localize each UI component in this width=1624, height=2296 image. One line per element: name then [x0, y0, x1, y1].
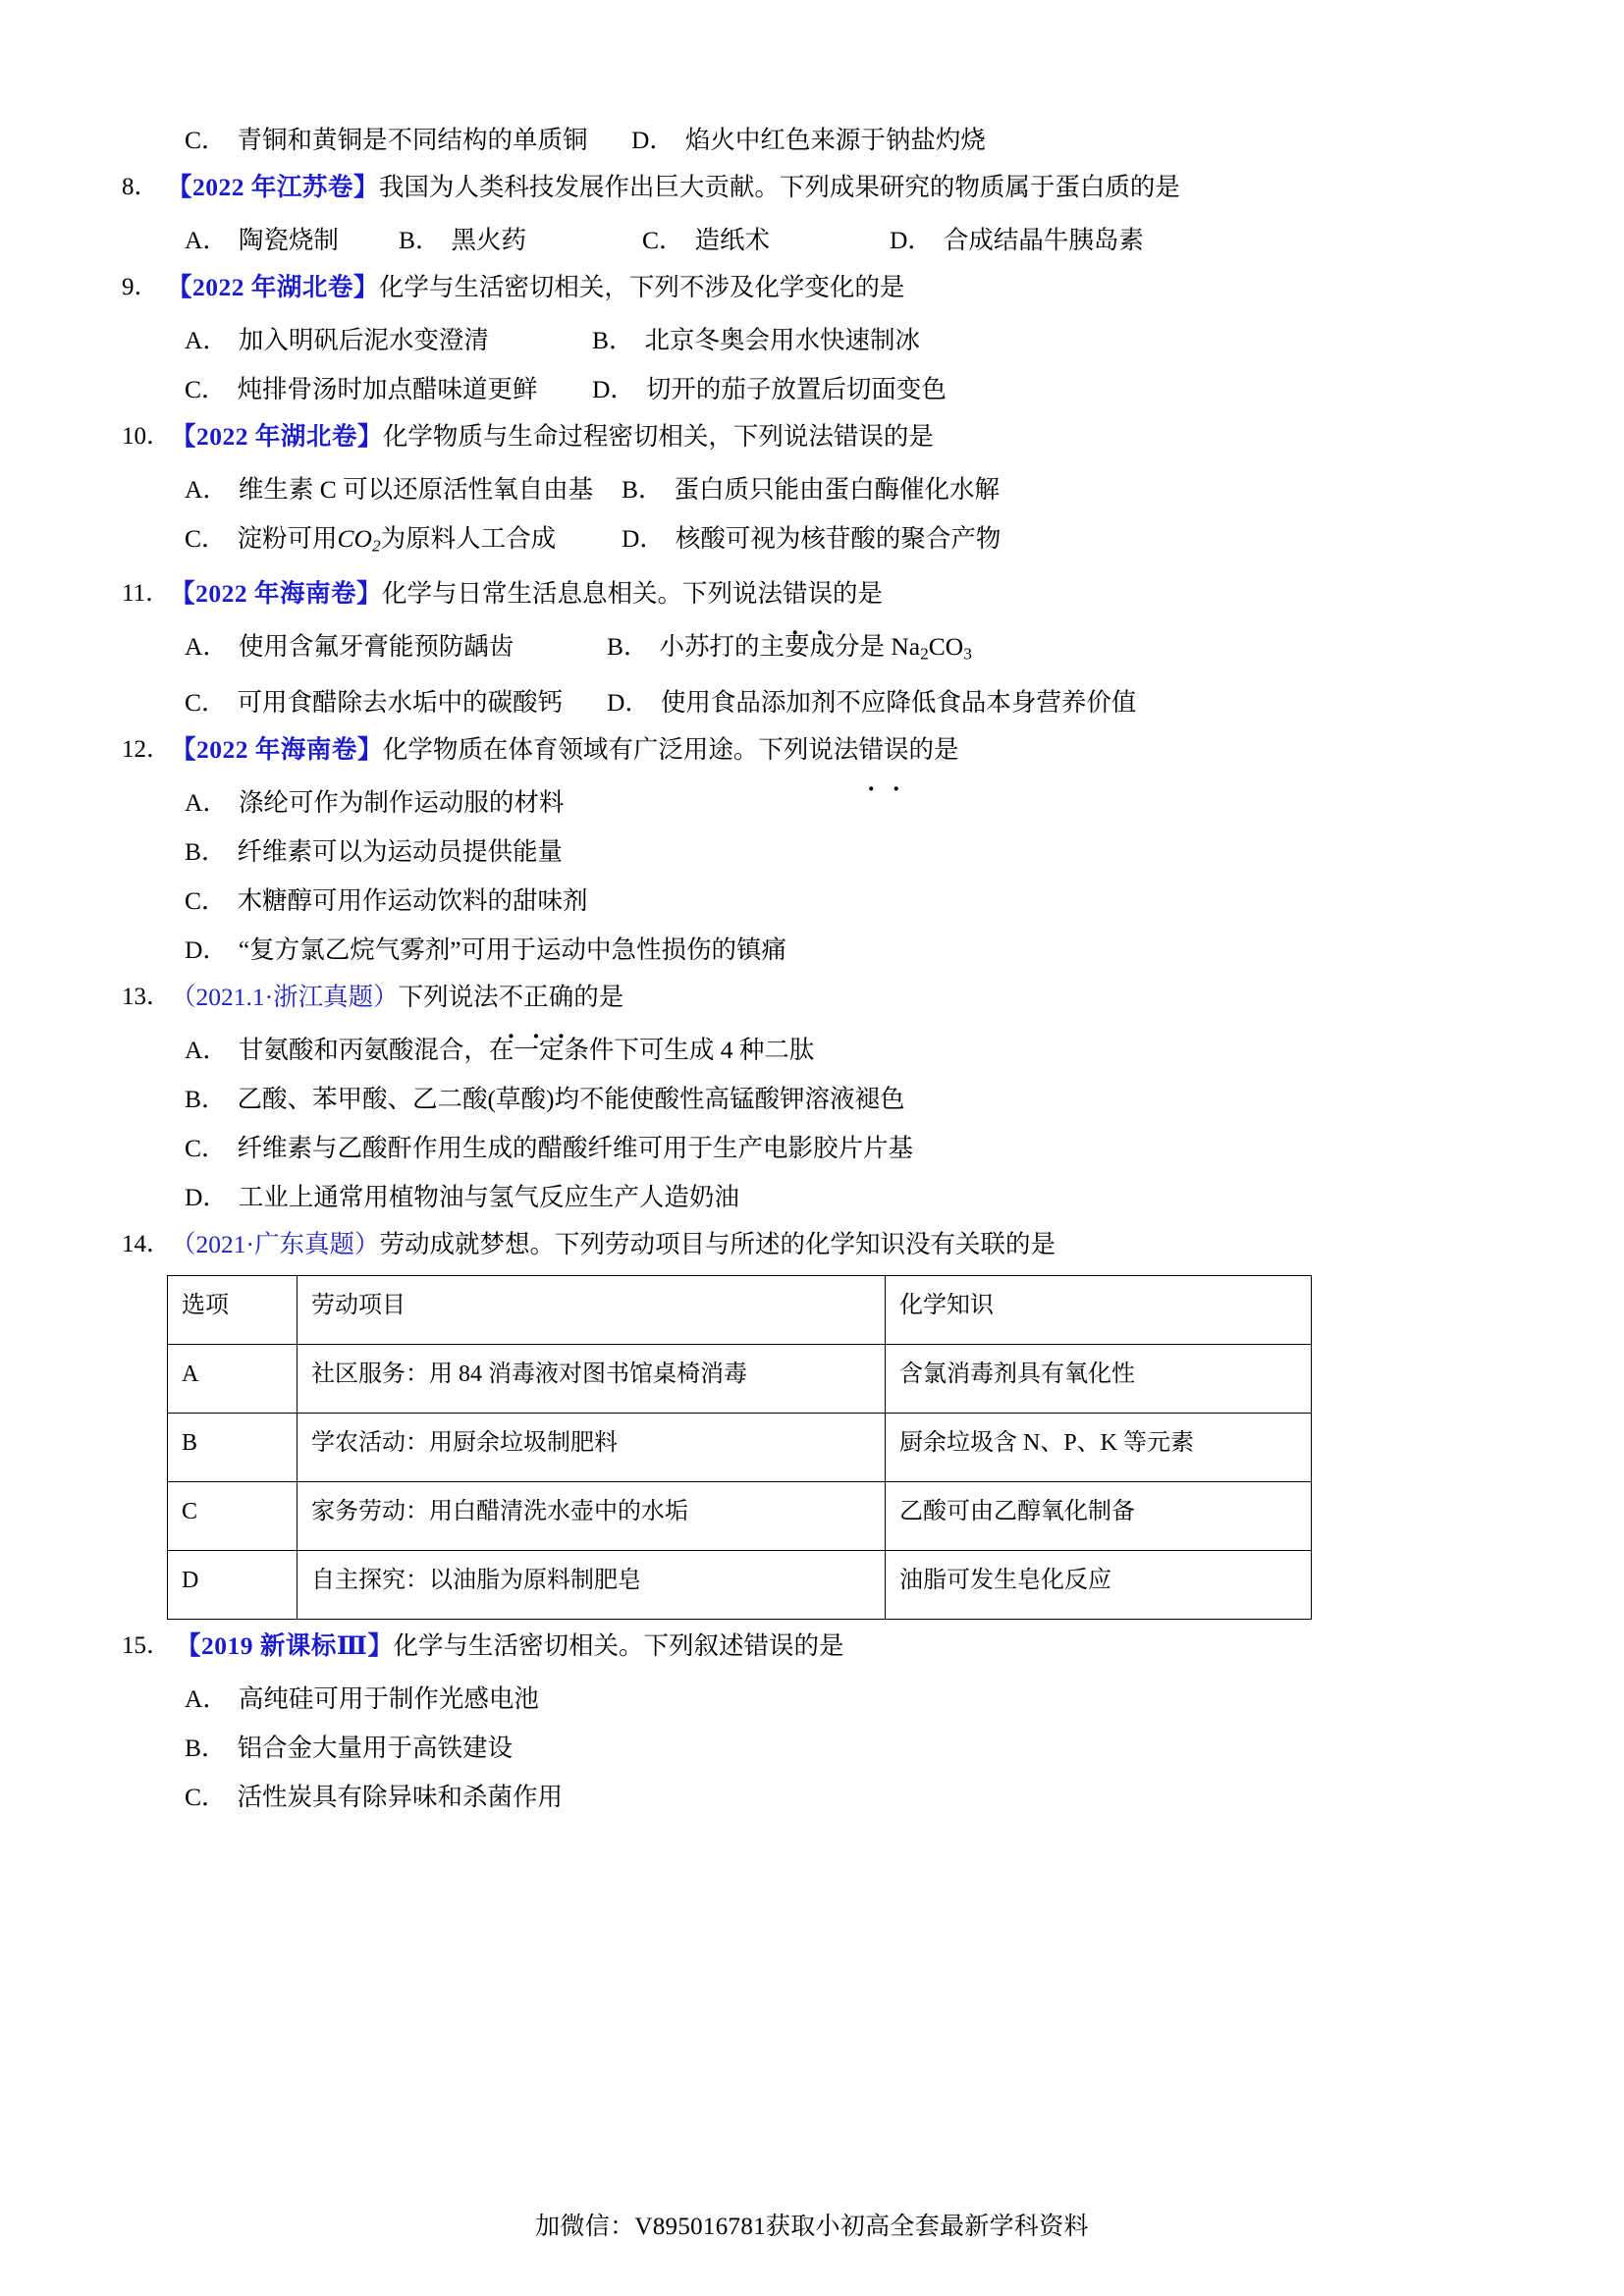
question-body	[167, 265, 1516, 310]
option-label: C．	[185, 524, 227, 553]
option-text: 炖排骨汤时加点醋味道更鲜	[237, 375, 538, 403]
table-cell-project: 学农活动：用厨余垃圾制肥料	[298, 1414, 886, 1482]
question-15-options	[122, 1675, 1516, 1822]
emphasis-char: 正	[523, 983, 549, 1011]
option-text: 铝合金大量用于高铁建设	[237, 1734, 514, 1762]
option-label: C．	[185, 1134, 227, 1162]
question-stem: 我国为人类科技发展作出巨大贡献。下列成果研究的物质属于蛋白质的是	[378, 173, 1180, 201]
option-row	[122, 1675, 1516, 1724]
option-text: 切开的茄子放置后切面变色	[645, 375, 947, 403]
option-d	[622, 514, 1001, 571]
option-b	[622, 465, 1000, 514]
option-text: 使用食品添加剂不应降低食品本身营养价值	[660, 688, 1137, 717]
table-cell-option: B	[168, 1414, 298, 1482]
question-stem: 化学与生活密切相关，下列不涉及化学变化的是	[378, 273, 905, 301]
emphasis-char: 错	[782, 578, 808, 608]
option-text: 维生素 C 可以还原活性氧自由基	[238, 475, 594, 504]
table-body	[168, 1276, 1312, 1620]
option-b	[185, 1075, 905, 1124]
option-a	[185, 465, 622, 514]
option-text: 淀粉可用$CO_2$为原料人工合成	[237, 524, 557, 556]
option-text: 陶瓷烧制	[238, 226, 339, 254]
question-number: 15．	[122, 1632, 172, 1659]
option-text: 黑火药	[451, 226, 527, 254]
option-label: B．	[399, 226, 441, 254]
question-13-options	[122, 1026, 1516, 1222]
option-label: C．	[185, 126, 227, 154]
option-label: D．	[622, 524, 665, 553]
option-text: 青铜和黄铜是不同结构的单质铜	[237, 126, 588, 154]
table-cell-project: 社区服务：用 84 消毒液对图书馆桌椅消毒	[298, 1345, 886, 1414]
question-stem: 化学与日常生活息息相关。下列说法错误的是	[382, 579, 883, 608]
question-number: 11．	[122, 579, 171, 607]
question-stem: 下列说法不正确的是	[399, 983, 624, 1011]
question-8	[122, 165, 1516, 210]
question-12	[122, 727, 1516, 773]
table-cell-option: C	[168, 1482, 298, 1551]
option-row	[122, 828, 1516, 877]
question-stem: 劳动成就梦想。下列劳动项目与所述的化学知识没有关联的是	[379, 1230, 1056, 1258]
question-body	[167, 165, 1516, 210]
option-text: 甘氨酸和丙氨酸混合，在一定条件下可生成 4 种二肽	[238, 1036, 815, 1064]
option-d	[631, 116, 986, 165]
option-d	[607, 678, 1136, 727]
option-row	[122, 1173, 1516, 1222]
option-label: D．	[185, 1183, 228, 1211]
table-header-cell: 化学知识	[886, 1276, 1312, 1345]
page-footer	[0, 2207, 1624, 2242]
option-row	[122, 365, 1516, 414]
option-label: C．	[185, 1783, 227, 1811]
table-cell-knowledge: 含氯消毒剂具有氧化性	[886, 1345, 1312, 1414]
option-label: C．	[185, 375, 227, 403]
question-13	[122, 975, 1516, 1020]
option-label: A．	[185, 1036, 228, 1064]
option-row	[122, 1075, 1516, 1124]
source-tag: 【2022 年湖北卷】	[171, 422, 383, 451]
source-tag: 【2022 年海南卷】	[170, 578, 382, 608]
option-row	[122, 1124, 1516, 1173]
option-label: A．	[185, 475, 228, 504]
question-body	[171, 975, 1516, 1020]
question-stem: 化学物质与生命过程密切相关，下列说法错误的是	[382, 422, 934, 451]
option-text: 蛋白质只能由蛋白酶催化水解	[674, 475, 1001, 504]
option-text: 涤纶可作为制作运动服的材料	[238, 788, 565, 817]
option-label: B．	[185, 1085, 227, 1113]
option-c	[185, 678, 607, 727]
table-cell-option: D	[168, 1551, 298, 1620]
option-text: 木糖醇可用作运动饮料的甜味剂	[237, 886, 588, 915]
question-body	[171, 1624, 1516, 1669]
option-text: 高纯硅可用于制作光感电池	[238, 1684, 539, 1713]
option-text: 可用食醋除去水垢中的碳酸钙	[237, 688, 564, 717]
option-label: B．	[185, 837, 227, 866]
table-cell-knowledge: 乙酸可由乙醇氧化制备	[886, 1482, 1312, 1551]
option-row	[122, 465, 1516, 514]
source-tag: （2021·广东真题）	[171, 1230, 380, 1258]
question-15	[122, 1624, 1516, 1669]
option-row	[122, 678, 1516, 727]
option-label: A．	[185, 631, 228, 661]
option-label: A．	[185, 226, 228, 254]
question-number: 12．	[122, 736, 172, 763]
option-c	[185, 116, 631, 165]
question-stem: 化学与生活密切相关。下列叙述错误的是	[393, 1631, 844, 1660]
question-10-options	[122, 465, 1516, 571]
option-c	[185, 365, 592, 414]
question-body	[171, 414, 1516, 459]
option-d	[185, 926, 786, 975]
table-cell-project: 自主探究：以油脂为原料制肥皂	[298, 1551, 886, 1620]
option-row	[122, 216, 1516, 265]
option-text: 工业上通常用植物油与氢气反应生产人造奶油	[238, 1183, 739, 1211]
table-header-cell: 劳动项目	[298, 1276, 886, 1345]
table-header-cell: 选项	[168, 1276, 298, 1345]
option-text: 使用含氟牙膏能预防龋齿	[238, 631, 514, 661]
option-text: “复方氯乙烷气雾剂”可用于运动中急性损伤的镇痛	[238, 935, 787, 964]
emphasis-char: 错	[858, 735, 884, 764]
labor-chemistry-table	[167, 1275, 1312, 1620]
table-cell-knowledge: 厨余垃圾含 N、P、K 等元素	[886, 1414, 1312, 1482]
question-14-table-wrap	[122, 1275, 1516, 1620]
question-9-options	[122, 316, 1516, 414]
option-label: A．	[185, 788, 228, 817]
option-c	[185, 1773, 563, 1822]
option-b	[185, 1724, 513, 1773]
option-c	[642, 216, 890, 265]
table-row	[168, 1551, 1312, 1620]
footer-text: 加微信：V895016781获取小初高全套最新学科资料	[535, 2214, 1089, 2240]
question-body	[170, 571, 1516, 616]
question-14	[122, 1222, 1516, 1267]
emphasis-char: 误	[807, 578, 834, 608]
option-c	[185, 1124, 913, 1173]
option-label: D．	[890, 226, 933, 254]
option-text: 造纸术	[694, 226, 771, 254]
source-tag: 【2022 年江苏卷】	[167, 173, 379, 201]
option-label: A．	[185, 326, 228, 354]
option-text: 焰火中红色来源于钠盐灼烧	[684, 126, 986, 154]
emphasis-char: 确	[548, 983, 574, 1011]
option-c	[185, 514, 622, 571]
option-row	[122, 1026, 1516, 1075]
option-b	[399, 216, 642, 265]
option-row	[122, 926, 1516, 975]
option-row	[122, 1773, 1516, 1822]
table-row	[168, 1345, 1312, 1414]
option-text: 乙酸、苯甲酸、乙二酸(草酸)均不能使酸性高锰酸钾溶液褪色	[237, 1085, 905, 1113]
source-tag: （2021.1·浙江真题）	[171, 983, 399, 1011]
question-number: 10．	[122, 423, 172, 450]
option-d	[592, 365, 947, 414]
question-body	[171, 727, 1516, 773]
emphasis-char: 不	[498, 983, 524, 1011]
option-text: 纤维素与乙酸酐作用生成的醋酸纤维可用于生产电影胶片片基	[237, 1134, 914, 1162]
option-label: B．	[622, 475, 664, 504]
question-number: 8．	[122, 174, 159, 200]
question-number: 14．	[122, 1231, 172, 1257]
option-b	[592, 316, 920, 365]
option-text: 纤维素可以为运动员提供能量	[237, 837, 564, 866]
option-a	[185, 316, 592, 365]
page-content	[122, 116, 1516, 1822]
option-text: 加入明矾后泥水变澄清	[238, 326, 489, 354]
option-label: D．	[592, 375, 635, 403]
question-9	[122, 265, 1516, 310]
question-11	[122, 571, 1516, 616]
option-text: 合成结晶牛胰岛素	[943, 226, 1144, 254]
question-10	[122, 414, 1516, 459]
table-cell-project: 家务劳动：用白醋清洗水壶中的水垢	[298, 1482, 886, 1551]
table-cell-knowledge: 油脂可发生皂化反应	[886, 1551, 1312, 1620]
question-body	[171, 1222, 1516, 1267]
question-12-options	[122, 778, 1516, 975]
option-text: 小苏打的主要成分是 $Na_2CO_3$	[659, 631, 972, 663]
option-text: 活性炭具有除异味和杀菌作用	[237, 1783, 564, 1811]
option-text: 北京冬奥会用水快速制冰	[644, 326, 921, 354]
table-row	[168, 1414, 1312, 1482]
option-a	[185, 1675, 539, 1724]
option-label: B．	[607, 631, 649, 661]
option-row	[122, 316, 1516, 365]
option-a	[185, 216, 399, 265]
option-label: B．	[185, 1734, 227, 1762]
option-c	[185, 877, 588, 926]
source-tag: 【2022 年海南卷】	[171, 735, 383, 764]
question-number: 9．	[122, 274, 159, 300]
option-row	[122, 1724, 1516, 1773]
option-label: D．	[607, 688, 650, 717]
carryover-options	[122, 116, 1516, 165]
option-label: C．	[185, 688, 227, 717]
option-d	[185, 1173, 739, 1222]
option-label: C．	[642, 226, 684, 254]
table-row	[168, 1482, 1312, 1551]
option-row	[122, 877, 1516, 926]
option-a	[185, 1026, 814, 1075]
source-tag: 【2022 年湖北卷】	[167, 273, 379, 301]
option-label: C．	[185, 886, 227, 915]
question-number: 13．	[122, 984, 172, 1010]
question-8-options	[122, 216, 1516, 265]
option-b	[607, 622, 972, 679]
option-a	[185, 622, 607, 679]
option-label: B．	[592, 326, 634, 354]
table-header-row	[168, 1276, 1312, 1345]
option-label: A．	[185, 1684, 228, 1713]
source-tag: 【2019 新课标Ⅲ】	[176, 1631, 394, 1660]
option-d	[890, 216, 1144, 265]
option-text: 核酸可视为核苷酸的聚合产物	[675, 524, 1001, 553]
option-a	[185, 778, 564, 828]
emphasis-char: 误	[883, 735, 909, 764]
option-row	[122, 778, 1516, 828]
option-label: D．	[631, 126, 675, 154]
option-b	[185, 828, 563, 877]
option-row	[122, 514, 1516, 571]
option-row	[122, 116, 1516, 165]
question-stem: 化学物质在体育领域有广泛用途。下列说法错误的是	[383, 735, 959, 764]
option-label: D．	[185, 935, 228, 964]
table-cell-option: A	[168, 1345, 298, 1414]
